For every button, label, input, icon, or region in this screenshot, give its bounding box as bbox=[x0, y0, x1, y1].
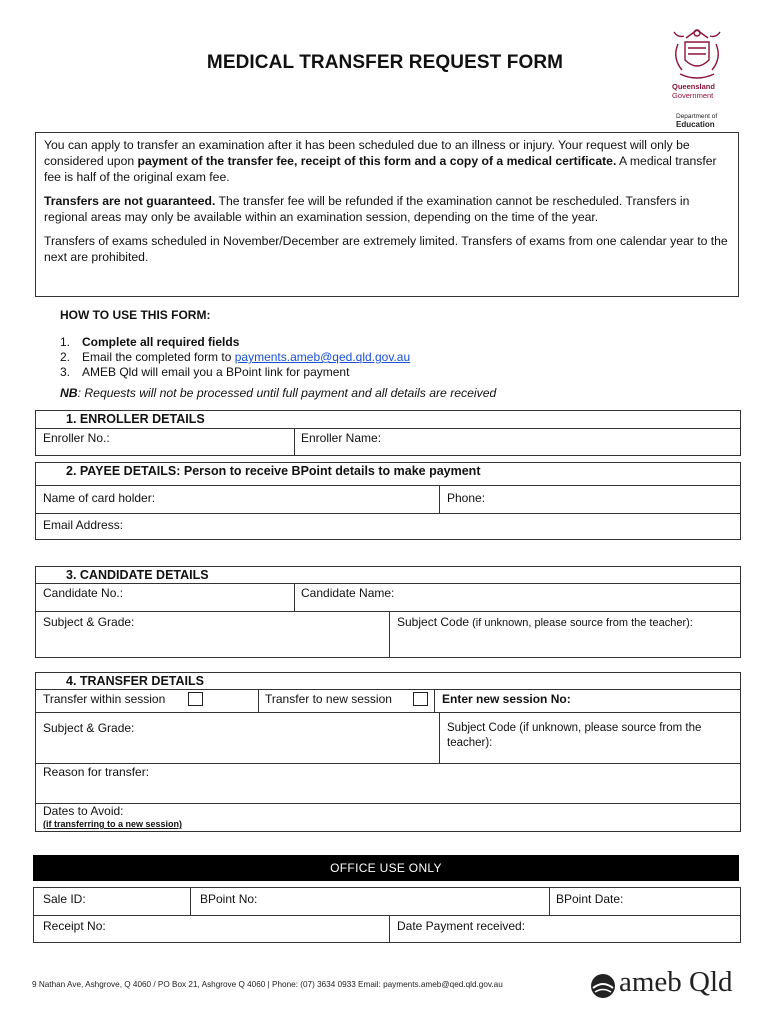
government-logo-text: Queensland Government bbox=[672, 82, 715, 100]
enroller-name-field[interactable]: Enroller Name: bbox=[301, 431, 382, 445]
email-field[interactable]: Email Address: bbox=[43, 518, 124, 532]
transfer-within-checkbox[interactable] bbox=[188, 692, 203, 706]
list-item: 1. Complete all required fields bbox=[60, 335, 240, 349]
phone-field[interactable]: Phone: bbox=[447, 491, 486, 505]
dates-avoid-field[interactable]: Dates to Avoid: bbox=[43, 804, 124, 818]
ameb-logo-icon bbox=[590, 973, 616, 999]
footer-address: 9 Nathan Ave, Ashgrove, Q 4060 / PO Box 21, Ashgrove Q 4060 | Phone: (07) 3634 0933 Email: payments.ameb@qed.qld.gov.au bbox=[32, 980, 503, 989]
nb-note: NB: Requests will not be processed until full payment and all details are received bbox=[60, 386, 497, 400]
list-item: 3. AMEB Qld will email you a BPoint link for payment bbox=[60, 365, 350, 379]
payee-section bbox=[35, 462, 741, 540]
receipt-no-field[interactable]: Receipt No: bbox=[43, 919, 106, 933]
section-heading: 3. CANDIDATE DETAILS bbox=[66, 568, 209, 582]
transfer-section bbox=[35, 672, 741, 832]
transfer-within-label: Transfer within session bbox=[43, 692, 166, 706]
dates-note: (if transferring to a new session) bbox=[43, 819, 183, 829]
howto-steps bbox=[60, 335, 410, 380]
department-label: Department of Education bbox=[676, 113, 718, 129]
payments-email-link[interactable]: payments.ameb@qed.qld.gov.au bbox=[234, 350, 411, 364]
intro-box: You can apply to transfer an examination after it has been scheduled due to an illness or injury. Your request will only be considered upon payment of the transfer fee, receipt of this form and a copy of a medical certificate. A medical transfer fee is half of the original exam fee. Transfers are not guaranteed. The transfer fee will be refunded if the examination cannot be rescheduled. Transfers in regional areas may only be available within an examination session, depending on the time of the year. Transfers of exams scheduled in November/December are extremely limited. Transfers of exams from one calendar year to the next are prohibited. bbox=[35, 132, 739, 297]
enroller-no-field[interactable]: Enroller No.: bbox=[43, 431, 110, 445]
section-heading: 2. PAYEE DETAILS: Person to receive BPoint details to make payment bbox=[66, 464, 481, 478]
sale-id-field[interactable]: Sale ID: bbox=[43, 892, 86, 906]
page-title: MEDICAL TRANSFER REQUEST FORM bbox=[206, 52, 564, 73]
subject-grade-field[interactable]: Subject & Grade: bbox=[43, 615, 135, 629]
subject-code-field[interactable]: Subject Code (if unknown, please source from the teacher): bbox=[447, 722, 702, 749]
candidate-no-field[interactable]: Candidate No.: bbox=[43, 586, 124, 600]
date-received-field[interactable]: Date Payment received: bbox=[397, 919, 526, 933]
subject-code-field[interactable]: Subject Code (if unknown, please source from the teacher): bbox=[397, 615, 693, 629]
candidate-name-field[interactable]: Candidate Name: bbox=[301, 586, 395, 600]
office-use-table bbox=[33, 887, 741, 943]
bpoint-no-field[interactable]: BPoint No: bbox=[200, 892, 258, 906]
section-heading: 4. TRANSFER DETAILS bbox=[66, 674, 204, 688]
list-item: 2. Email the completed form to payments.ameb@qed.qld.gov.au bbox=[60, 350, 411, 364]
reason-field[interactable]: Reason for transfer: bbox=[43, 765, 150, 779]
card-holder-field[interactable]: Name of card holder: bbox=[43, 491, 156, 505]
bpoint-date-field[interactable]: BPoint Date: bbox=[556, 892, 624, 906]
enroller-section bbox=[35, 410, 741, 456]
candidate-section bbox=[35, 566, 741, 658]
queensland-crest-icon bbox=[668, 24, 726, 86]
office-use-bar: OFFICE USE ONLY bbox=[33, 855, 739, 881]
ameb-brand: ameb Qld bbox=[619, 966, 733, 998]
howto-heading: HOW TO USE THIS FORM: bbox=[60, 308, 211, 322]
transfer-new-label: Transfer to new session bbox=[265, 692, 392, 706]
new-session-no-field[interactable]: Enter new session No: bbox=[442, 692, 571, 706]
transfer-new-checkbox[interactable] bbox=[413, 692, 428, 706]
subject-grade-field[interactable]: Subject & Grade: bbox=[43, 721, 135, 735]
section-heading: 1. ENROLLER DETAILS bbox=[66, 412, 205, 426]
